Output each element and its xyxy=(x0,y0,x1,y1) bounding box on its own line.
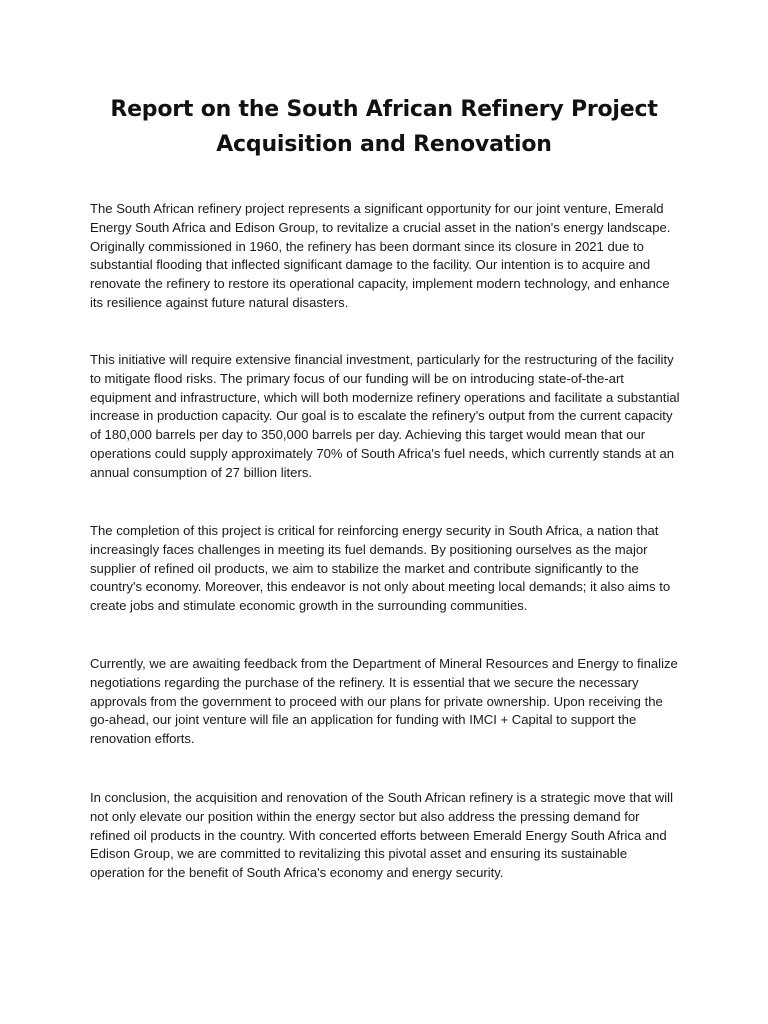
paragraph-energy-security: The completion of this project is critical for reinforcing energy security in South Africa, a nation that increasingly faces challenges in meeting its fuel demands. By positioning ourselves as the major supplier of refined oil products, we aim to stabilize the market and contribute significantly to the country's economy. Moreover, this endeavor is not only about meeting local demands; it also aims to create jobs and stimulate economic growth in the surrounding communities. xyxy=(90,523,671,613)
paragraph-conclusion: In conclusion, the acquisition and renovation of the South African refinery is a strategic move that will not only elevate our position within the energy sector but also address the pressing demand for refined oil products in the country. With concerted efforts between Emerald Energy South Africa and Edison Group, we are committed to revitalizing this pivotal asset and ensuring its sustainable operation for the benefit of South Africa's economy and energy security. xyxy=(90,790,673,880)
paragraph-investment: This initiative will require extensive financial investment, particularly for the restructuring of the facility to mitigate flood risks. The primary focus of our funding will be on introducing state-of-the-art equipment and infrastructure, which will both modernize refinery operations and facilitate a substantial increase in production capacity. Our goal is to escalate the refinery’s output from the current capacity of 180,000 barrels per day to 350,000 barrels per day. Achieving this target would mean that our operations could supply approximately 70% of South Africa's fuel needs, which currently stands at an annual consumption of 27 billion liters. xyxy=(90,352,680,480)
paragraph-introduction: The South African refinery project represents a significant opportunity for our joint venture, Emerald Energy South Africa and Edison Group, to revitalize a crucial asset in the nation's energy landscape. Originally commissioned in 1960, the refinery has been dormant since its closure in 2021 due to substantial flooding that inflected significant damage to the facility. Our intention is to acquire and renovate the refinery to restore its operational capacity, implement modern technology, and enhance its resilience against future natural disasters. xyxy=(90,201,671,310)
paragraph-approvals: Currently, we are awaiting feedback from the Department of Mineral Resources and Energy to finalize negotiations regarding the purchase of the refinery. It is essential that we secure the necessary approvals from the government to proceed with our plans for private ownership. Upon receiving the go-ahead, our joint venture will file an application for funding with IMCI + Capital to support the renovation efforts. xyxy=(90,656,678,746)
document-title: Report on the South African Refinery Project Acquisition and Renovation xyxy=(110,97,658,157)
